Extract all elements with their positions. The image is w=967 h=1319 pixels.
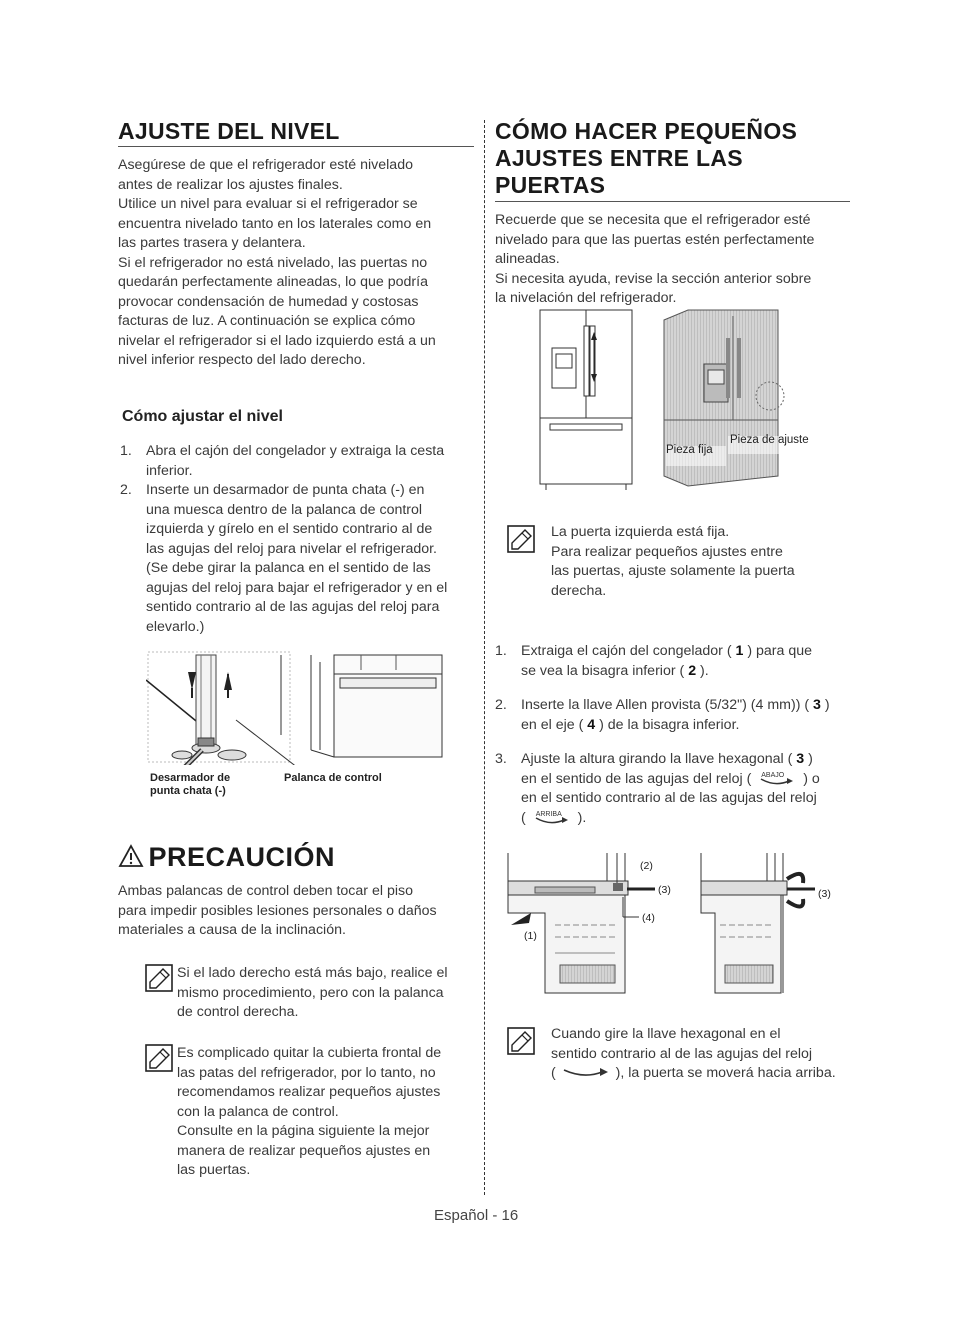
step-line: sentido contrario al de las agujas del reloj para [146,599,440,615]
intro-line: Si el refrigerador no está nivelado, las puertas no [118,254,428,271]
intro-line: las partes trasera y delantera. [118,235,306,251]
note-line: Es complicado quitar la cubierta frontal de [177,1045,442,1061]
subsection-title-how-to-level: Cómo ajustar el nivel [122,408,283,425]
step-line: Inserte un desarmador de punta chata (-) en [146,482,425,498]
counterclockwise-arrow-icon [560,1067,612,1079]
leveling-steps [120,442,480,637]
note-counterclockwise [507,1025,857,1095]
title-line: CÓMO HACER PEQUEÑOS [495,118,798,144]
step-item [495,750,855,828]
step-line: Abra el cajón del congelador y extraiga la cesta [146,443,445,459]
note-icon [507,525,537,555]
intro-line: alineadas. [495,251,560,267]
intro-line: provocar condensación de humedad y costosas [118,293,419,310]
note-line: La puerta izquierda está fija. [551,524,730,540]
page-footer: Español - 16 [434,1207,519,1224]
up-arrow-label: ARRIBA [535,810,562,818]
step-line: ( ARRIBA ). [521,809,855,829]
step-line: Ajuste la altura girando la llave hexagonal ( 3 ) [521,751,813,767]
note-line: Cuando gire la llave hexagonal en el [551,1026,781,1042]
step-line: izquierda y gírelo en el sentido contrario al de [146,521,433,537]
note-line: las patas del refrigerador, por lo tanto, no [177,1064,436,1081]
intro-line: antes de realizar los ajustes finales. [118,176,343,193]
section-title-door-adjust [495,118,850,202]
door-adjust-intro [495,211,850,309]
hinge-adjust-illustration [505,853,845,998]
fridge-doors-illustration [538,308,838,493]
caution-heading [118,842,335,873]
leveling-lever-illustration [146,650,446,765]
step-number: 1. [120,443,132,459]
step-item [495,696,855,735]
note-line: manera de realizar pequeños ajustes en [177,1142,431,1159]
hinge-label-3: (3) [658,884,671,896]
note-text [551,1025,836,1084]
step-line: en el eje ( 4 ) de la bisagra inferior. [521,716,740,733]
down-arrow-label: ABAJO [761,771,785,779]
intro-line: Recuerde que se necesita que el refrigerador esté [495,212,811,228]
note-line: sentido contrario al de las agujas del reloj [551,1045,813,1062]
step-line: en el sentido contrario al de las agujas del reloj [521,790,817,806]
intro-line: la nivelación del refrigerador. [495,290,677,306]
caution-line: para impedir posibles lesiones personales o daños [118,902,437,919]
counterclockwise-up-arrow-icon [530,811,574,825]
intro-line: quedarán perfectamente alineadas, lo que podría [118,274,428,290]
step-line: en el sentido de las agujas del reloj ( ABAJO ) o [521,770,855,790]
note-line: Consulte en la página siguiente la mejor [177,1123,430,1139]
control-lever-label: Palanca de control [284,772,382,784]
screwdriver-label-line: Desarmador de [150,772,231,784]
step-item [495,642,855,681]
step-number: 3. [495,751,507,767]
note-line: las puertas, ajuste solamente la puerta [551,563,795,579]
note-line: con la palanca de control. [177,1103,339,1120]
note-line: derecha. [551,582,607,599]
hinge-label-2: (2) [640,860,653,872]
caution-line: Ambas palancas de control deben tocar el piso [118,883,413,899]
door-adjust-steps [495,642,855,828]
step-item [120,481,480,637]
note-right-lower [145,962,475,1022]
note-text [177,964,448,1023]
caution-line: materiales a causa de la inclinación. [118,922,346,938]
intro-line: facturas de luz. A continuación se explica cómo [118,313,416,329]
step-item [120,442,480,481]
left-column [118,118,474,371]
step-line: una muesca dentro de la palanca de control [146,501,423,518]
fixed-part-label: Pieza fija [666,444,713,456]
step-number: 2. [120,482,132,498]
right-column [495,118,850,309]
intro-line: Si necesita ayuda, revise la sección anterior sobre [495,270,812,287]
section-title-leveling: AJUSTE DEL NIVEL [118,118,474,147]
intro-line: nivel inferior respecto del lado derecho. [118,352,366,368]
note-icon [145,1044,175,1074]
step-line: inferior. [146,462,193,479]
screwdriver-label [150,772,230,798]
hinge-label-1: (1) [524,930,537,942]
note-line: recomendamos realizar pequeños ajustes [177,1084,441,1100]
hinge-label-4: (4) [642,912,655,924]
note-text [177,1044,441,1181]
intro-line: encuentra nivelado tanto en los laterales como en [118,215,432,232]
note-line: las puertas. [177,1162,251,1178]
screwdriver-label-line: punta chata (-) [150,785,226,797]
leveling-intro [118,156,474,371]
step-line: (Se debe girar la palanca en el sentido de las [146,560,431,576]
note-left-door-fixed [507,523,847,603]
step-line: elevarlo.) [146,618,205,635]
adjustable-part-label: Pieza de ajuste [730,434,809,446]
note-front-cover [145,1042,475,1182]
title-line: AJUSTES ENTRE LAS PUERTAS [495,145,850,202]
intro-line: Utilice un nivel para evaluar si el refrigerador se [118,196,418,212]
step-line: agujas del reloj para bajar el refrigerador y en el [146,579,448,596]
note-line: mismo procedimiento, pero con la palanca [177,984,444,1001]
note-text [551,523,795,601]
note-icon [145,964,175,994]
warning-triangle-icon [118,844,144,868]
step-line: se vea la bisagra inferior ( 2 ). [521,662,709,679]
intro-line: nivelado para que las puertas estén perfectamente [495,231,815,248]
note-icon [507,1027,537,1057]
note-line: Para realizar pequeños ajustes entre [551,543,783,560]
step-line: las agujas del reloj para nivelar el refrigerador. [146,540,438,557]
clockwise-down-arrow-icon [755,772,799,786]
caution-text [118,882,478,941]
note-line: de control derecha. [177,1004,299,1020]
caution-title: PRECAUCIÓN [148,842,335,872]
step-number: 1. [495,643,507,659]
intro-line: Asegúrese de que el refrigerador esté nivelado [118,157,413,173]
note-line: Si el lado derecho está más bajo, realice el [177,965,448,981]
column-divider [484,120,485,1195]
intro-line: nivelar el refrigerador si el lado izquierdo está a un [118,332,436,349]
note-line: ( ), la puerta se moverá hacia arriba. [551,1065,836,1081]
step-line: Inserte la llave Allen provista (5/32") (4 mm)) ( 3 ) [521,697,830,713]
step-number: 2. [495,697,507,713]
step-line: Extraiga el cajón del congelador ( 1 ) para que [521,643,813,659]
hinge-label-3-right: (3) [818,888,831,900]
